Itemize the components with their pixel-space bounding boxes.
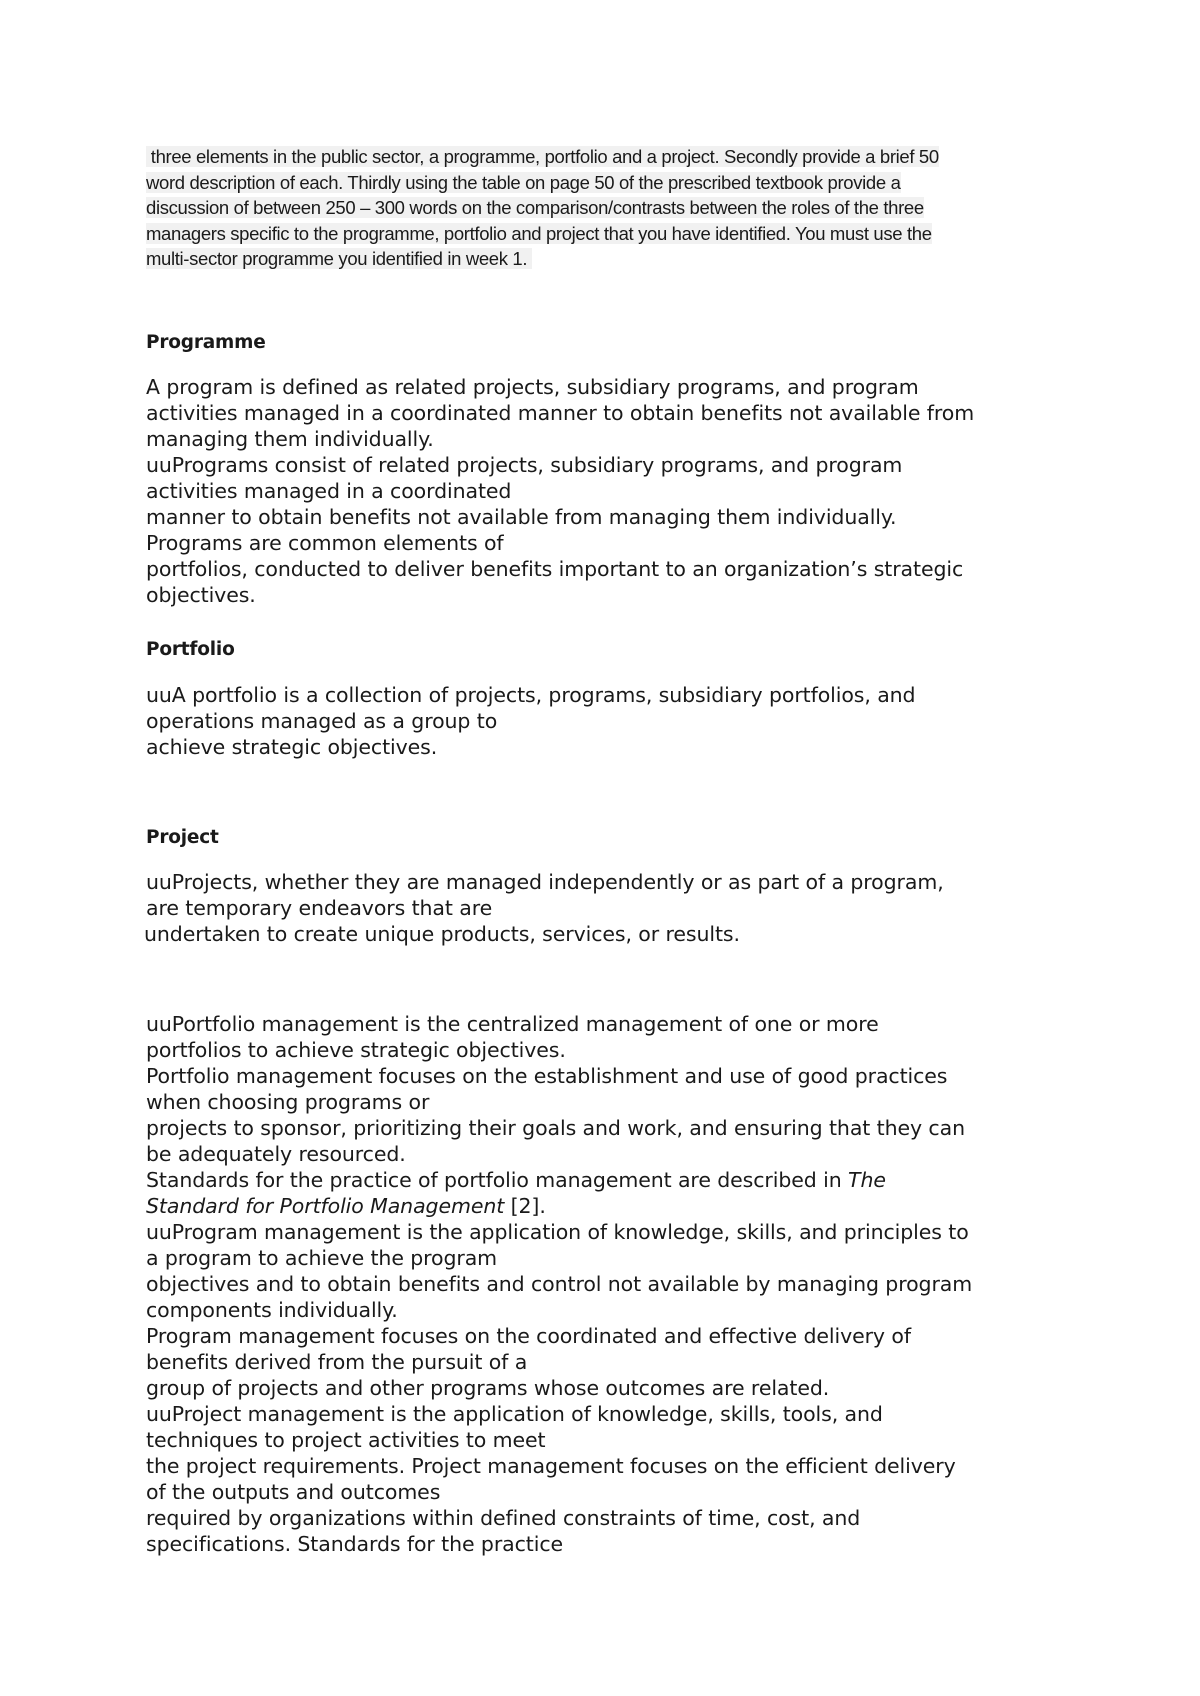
portfolio-body bbox=[146, 682, 1086, 760]
body-line: Portfolio management focuses on the establishment and use of good practices bbox=[146, 1064, 948, 1088]
body-line: undertaken to create unique products, services, or results. bbox=[144, 922, 740, 946]
body-line: uuA portfolio is a collection of projects, programs, subsidiary portfolios, and bbox=[146, 683, 916, 707]
body-line: uuProjects, whether they are managed independently or as part of a program, bbox=[146, 870, 944, 894]
project-body bbox=[146, 869, 1086, 947]
body-line: portfolios to achieve strategic objectives. bbox=[146, 1038, 566, 1062]
body-line: uuProject management is the application of knowledge, skills, tools, and bbox=[146, 1402, 883, 1426]
body-line: A program is defined as related projects, subsidiary programs, and program bbox=[146, 375, 919, 399]
body-line: portfolios, conducted to deliver benefits important to an organization’s strategic bbox=[146, 557, 964, 581]
project-heading: Project bbox=[146, 827, 219, 848]
body-line: are temporary endeavors that are bbox=[146, 896, 493, 920]
portfolio-heading: Portfolio bbox=[146, 639, 235, 660]
body-line: objectives. bbox=[146, 583, 256, 607]
body-line: Programs are common elements of bbox=[146, 531, 504, 555]
body-line: be adequately resourced. bbox=[146, 1142, 406, 1166]
body-line-with-citation bbox=[146, 1193, 1086, 1219]
body-line: uuPrograms consist of related projects, subsidiary programs, and program bbox=[146, 453, 903, 477]
body-line: operations managed as a group to bbox=[146, 709, 498, 733]
body-line: required by organizations within defined constraints of time, cost, and bbox=[146, 1506, 861, 1530]
instruction-line: discussion of between 250 – 300 words on the comparison/contrasts between the roles of the three bbox=[146, 197, 924, 219]
body-line: objectives and to obtain benefits and control not available by managing program bbox=[146, 1272, 973, 1296]
body-line: components individually. bbox=[146, 1298, 398, 1322]
instruction-line: managers specific to the programme, portfolio and project that you have identified. You must use the bbox=[146, 222, 932, 244]
body-line: techniques to project activities to meet bbox=[146, 1428, 546, 1452]
body-text: Standards for the practice of portfolio management are described in bbox=[146, 1168, 849, 1192]
body-line: activities managed in a coordinated manner to obtain benefits not available from bbox=[146, 401, 975, 425]
book-title-part: Standard for Portfolio Management bbox=[146, 1194, 505, 1218]
body-line: uuPortfolio management is the centralized management of one or more bbox=[146, 1012, 879, 1036]
body-line: managing them individually. bbox=[146, 427, 434, 451]
body-line: group of projects and other programs whose outcomes are related. bbox=[146, 1376, 830, 1400]
body-line: projects to sponsor, prioritizing their goals and work, and ensuring that they can bbox=[146, 1116, 965, 1140]
instruction-line: three elements in the public sector, a programme, portfolio and a project. Secondly provide a brief 50 bbox=[146, 146, 939, 167]
body-line: of the outputs and outcomes bbox=[146, 1480, 441, 1504]
instruction-line: word description of each. Thirdly using the table on page 50 of the prescribed textbook provide a bbox=[146, 171, 901, 193]
body-line: the project requirements. Project management focuses on the efficient delivery bbox=[146, 1454, 956, 1478]
citation-reference: [2]. bbox=[504, 1194, 546, 1218]
programme-heading: Programme bbox=[146, 332, 266, 353]
body-line: specifications. Standards for the practice bbox=[146, 1532, 564, 1556]
book-title-part: The bbox=[848, 1168, 886, 1192]
body-line: activities managed in a coordinated bbox=[146, 479, 512, 503]
body-line: when choosing programs or bbox=[146, 1090, 430, 1114]
assignment-instructions bbox=[146, 144, 1076, 272]
programme-body bbox=[146, 374, 1086, 608]
instruction-line: multi-sector programme you identified in week 1. bbox=[146, 248, 532, 270]
management-body bbox=[146, 1011, 1086, 1557]
body-line: achieve strategic objectives. bbox=[146, 735, 438, 759]
body-line-with-citation bbox=[146, 1167, 1086, 1193]
body-line: benefits derived from the pursuit of a bbox=[146, 1350, 528, 1374]
body-line: a program to achieve the program bbox=[146, 1246, 498, 1270]
body-line: Program management focuses on the coordinated and effective delivery of bbox=[146, 1324, 911, 1348]
body-line: manner to obtain benefits not available from managing them individually. bbox=[146, 505, 897, 529]
body-line: uuProgram management is the application of knowledge, skills, and principles to bbox=[146, 1220, 969, 1244]
